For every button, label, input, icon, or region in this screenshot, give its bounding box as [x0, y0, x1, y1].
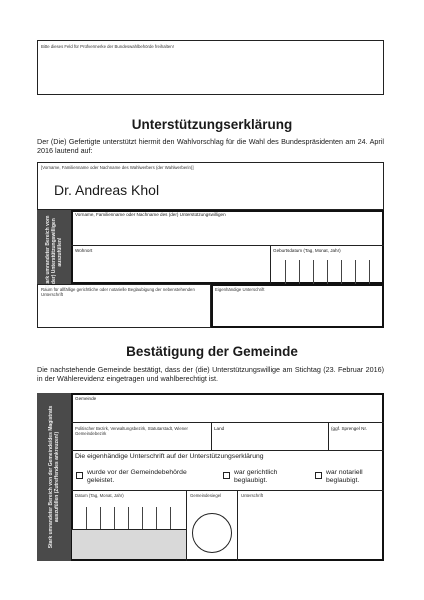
gemeinde-side-label: Stark umrandeter Bereich von der Gemeinde/des Magistrats auszufüllen (Zutreffendes ankreuzen!)	[48, 405, 60, 549]
land-field[interactable]: Land	[214, 426, 225, 431]
bezirk-field[interactable]: Politischer Bezirk, Verwaltungsbezirk, Statutarstadt, Wiener Gemeindebezirk	[75, 426, 188, 436]
beglaubigung-box	[37, 284, 211, 328]
signer-name-field[interactable]: Vorname, Familienname oder Nachname des (der) Unterstützungswilligen	[75, 212, 226, 217]
unterschrift-heading: Die eigenhändige Unterschrift auf der Unterstützungserklärung	[75, 453, 264, 460]
siegel-circle	[192, 513, 232, 553]
candidate-box	[37, 162, 384, 210]
office-use-label: Bitte dieses Feld für Prüfvermerke der Bundeswahlbehörde freihalten!	[41, 44, 174, 49]
candidate-label: [Vorname, Familienname oder Nachname des Wahlwerbers (der Wahlwerberin)]	[41, 165, 194, 170]
option1-label: wurde vor der Gemeindebehörde geleistet.	[87, 469, 187, 484]
option3-checkbox[interactable]	[315, 472, 322, 479]
signer-side-bar	[37, 210, 71, 289]
section2-intro: Die nachstehende Gemeinde bestätigt, dass der (die) Unterstützungswillige am Stichtag (23. Februar 2016) in der Wählerevidenz eingetragen und wahlberechtigt ist.	[37, 365, 384, 383]
signer-signature-box[interactable]	[211, 284, 384, 328]
gemeinde-field[interactable]: Gemeinde	[75, 396, 97, 401]
datum-shaded-area	[72, 530, 186, 559]
section-title-unterstuetzung: Unterstützungserklärung	[131, 117, 293, 132]
option1-checkbox[interactable]	[76, 472, 83, 479]
siegel-field[interactable]: Gemeindesiegel	[190, 493, 222, 498]
wohnort-field[interactable]: Wohnort	[75, 248, 93, 253]
section1-intro: Der (Die) Gefertigte unterstützt hiermit den Wahlvorschlag für die Wahl des Bundespräsidenten am 24. April 2016 lautend auf:	[37, 137, 384, 155]
section-title-bestaetigung: Bestätigung der Gemeinde	[126, 344, 298, 359]
candidate-name: Dr. Andreas Khol	[54, 182, 160, 198]
signer-signature-label: Eigenhändige Unterschrift	[215, 287, 265, 292]
datum-field[interactable]: Datum (Tag, Monat, Jahr)	[75, 493, 124, 498]
option2-checkbox[interactable]	[223, 472, 230, 479]
office-use-box	[37, 40, 384, 95]
option3-label: war notariell beglaubigt.	[326, 469, 363, 484]
signer-thick-frame	[71, 210, 384, 284]
option2-label: war gerichtlich beglaubigt.	[234, 469, 278, 484]
sprengel-field[interactable]: (ggf. Sprengel Nr.	[331, 426, 368, 431]
geburtsdatum-field[interactable]: Geburtsdatum (Tag, Monat, Jahr)	[273, 248, 341, 253]
beglaubigung-label: Raum für allfällige gerichtliche oder notarielle Beglaubigung der nebenstehenden Unterschrift	[41, 287, 195, 297]
gemeinde-side-bar	[37, 393, 71, 561]
signer-side-label: Stark umrandeter Bereich vom (der) Unterstützungswilligen auszufüllen!	[45, 215, 63, 289]
gemeinde-signature-field[interactable]: Unterschrift	[241, 493, 263, 498]
